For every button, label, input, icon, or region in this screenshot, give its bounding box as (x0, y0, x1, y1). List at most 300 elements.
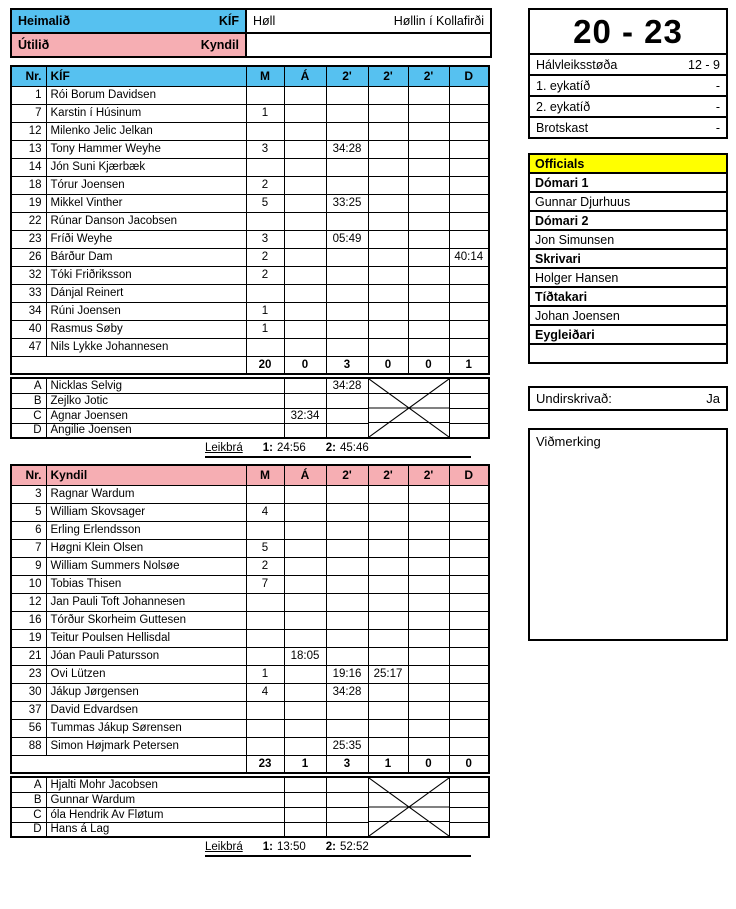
player-row (11, 212, 489, 230)
stat-cell (246, 719, 284, 737)
official-letter: B (11, 393, 46, 408)
official-role: Tíðtakari (528, 286, 728, 307)
stat-cell (449, 485, 489, 503)
home-team-row (11, 9, 491, 33)
stat-cell (246, 593, 284, 611)
stat-cell (326, 284, 368, 302)
stat-cell (284, 302, 326, 320)
stat-cell (284, 807, 326, 822)
detail-label: 1. eykatíð (536, 78, 591, 93)
stat-cell (449, 719, 489, 737)
totals-value: 0 (408, 356, 449, 374)
column-header-2min-3: 2' (408, 66, 449, 86)
official-letter: D (11, 423, 46, 438)
player-row (11, 557, 489, 575)
player-name: Nils Lykke Johannesen (46, 338, 246, 356)
player-number: 88 (11, 737, 46, 755)
leikbra-period2-time: 52:52 (339, 841, 369, 853)
stat-cell (284, 611, 326, 629)
stat-cell (326, 557, 368, 575)
official-name: Agnar Joensen (46, 408, 284, 423)
home-leikbra-line (205, 439, 471, 458)
stat-cell (246, 158, 284, 176)
stat-cell (449, 557, 489, 575)
column-header-2min-2: 2' (368, 465, 408, 485)
stat-cell (449, 629, 489, 647)
player-name: William Summers Nolsøe (46, 557, 246, 575)
stat-cell (326, 104, 368, 122)
stat-cell: 4 (246, 503, 284, 521)
stat-cell: 25:35 (326, 737, 368, 755)
stat-cell (284, 539, 326, 557)
official-role: Dómari 1 (528, 172, 728, 193)
stat-cell (368, 86, 408, 104)
player-number: 13 (11, 140, 46, 158)
player-number: 10 (11, 575, 46, 593)
stat-cell (326, 593, 368, 611)
stat-cell: 32:34 (284, 408, 326, 423)
stat-cell: 1 (246, 320, 284, 338)
home-roster-section (10, 65, 490, 458)
player-name: Tórður Skorheim Guttesen (46, 611, 246, 629)
stat-cell (449, 302, 489, 320)
player-name: Erling Erlendsson (46, 521, 246, 539)
stat-cell (326, 122, 368, 140)
leikbra-label: Leikbrá (205, 442, 243, 454)
officials-panel-title: Officials (528, 153, 728, 174)
stat-cell: 2 (246, 248, 284, 266)
roster-header-row (11, 465, 489, 485)
leikbra-period2-label: 2: (325, 442, 336, 454)
player-number: 47 (11, 338, 46, 356)
leikbra-label: Leikbrá (205, 841, 243, 853)
player-name: Simon Højmark Petersen (46, 737, 246, 755)
stat-cell (368, 176, 408, 194)
stat-cell (408, 647, 449, 665)
stat-cell (449, 104, 489, 122)
stat-cell (326, 701, 368, 719)
stat-cell (408, 176, 449, 194)
bench-official-row (11, 777, 489, 792)
player-name: Rúni Joensen (46, 302, 246, 320)
detail-value: 12 - 9 (688, 57, 720, 72)
player-name: Bárður Dam (46, 248, 246, 266)
official-person: Holger Hansen (528, 267, 728, 288)
stat-cell (408, 140, 449, 158)
away-label: Útilið (18, 38, 50, 52)
player-row (11, 737, 489, 755)
stat-cell (246, 284, 284, 302)
player-number: 34 (11, 302, 46, 320)
player-name: Teitur Poulsen Hellisdal (46, 629, 246, 647)
crossed-out-block (368, 777, 449, 837)
stat-cell (284, 378, 326, 393)
stat-cell (284, 503, 326, 521)
player-name: Ovi Lützen (46, 665, 246, 683)
stat-cell (408, 302, 449, 320)
totals-value: 3 (326, 356, 368, 374)
stat-cell (284, 104, 326, 122)
detail-value: - (715, 99, 720, 114)
player-number: 30 (11, 683, 46, 701)
official-name: Hjalti Mohr Jacobsen (46, 777, 284, 792)
stat-cell (408, 611, 449, 629)
totals-value: 20 (246, 356, 284, 374)
player-row (11, 611, 489, 629)
official-letter: D (11, 822, 46, 837)
stat-cell: 40:14 (449, 248, 489, 266)
score-detail-row (528, 95, 728, 118)
player-name: Tony Hammer Weyhe (46, 140, 246, 158)
stat-cell: 5 (246, 539, 284, 557)
stat-cell (284, 521, 326, 539)
stat-cell (284, 248, 326, 266)
stat-cell (246, 521, 284, 539)
roster-header-row (11, 66, 489, 86)
player-name: Tobias Thisen (46, 575, 246, 593)
stat-cell (326, 521, 368, 539)
stat-cell (284, 737, 326, 755)
stat-cell (368, 140, 408, 158)
stat-cell (449, 378, 489, 393)
player-row (11, 575, 489, 593)
player-number: 23 (11, 665, 46, 683)
official-person (528, 343, 728, 364)
player-name: Rúnar Danson Jacobsen (46, 212, 246, 230)
stat-cell (368, 593, 408, 611)
official-name: Gunnar Wardum (46, 792, 284, 807)
leikbra-period1-time: 24:56 (276, 442, 306, 454)
stat-cell (326, 423, 368, 438)
stat-cell (408, 86, 449, 104)
stat-cell (408, 194, 449, 212)
official-person: Johan Joensen (528, 305, 728, 326)
stat-cell (408, 701, 449, 719)
player-number: 23 (11, 230, 46, 248)
stat-cell (449, 611, 489, 629)
totals-value: 3 (326, 755, 368, 773)
stat-cell (284, 194, 326, 212)
stat-cell: 5 (246, 194, 284, 212)
totals-value: 0 (284, 356, 326, 374)
player-row (11, 665, 489, 683)
column-header-team: KÍF (46, 66, 246, 86)
home-team-name: KÍF (218, 14, 239, 28)
player-name: Ragnar Wardum (46, 485, 246, 503)
player-row (11, 230, 489, 248)
stat-cell (408, 539, 449, 557)
stat-cell (408, 320, 449, 338)
stat-cell (284, 122, 326, 140)
stat-cell (284, 792, 326, 807)
totals-value: 0 (408, 755, 449, 773)
player-number: 7 (11, 539, 46, 557)
stat-cell (449, 194, 489, 212)
stat-cell (368, 539, 408, 557)
player-name: Jón Suni Kjærbæk (46, 158, 246, 176)
stat-cell (368, 575, 408, 593)
stat-cell (449, 338, 489, 356)
stat-cell (284, 557, 326, 575)
stat-cell (284, 86, 326, 104)
player-row (11, 503, 489, 521)
column-header-2min-1: 2' (326, 465, 368, 485)
stat-cell (449, 701, 489, 719)
stat-cell: 05:49 (326, 230, 368, 248)
stat-cell (449, 647, 489, 665)
stat-cell (326, 539, 368, 557)
player-row (11, 104, 489, 122)
stat-cell (368, 212, 408, 230)
stat-cell (368, 194, 408, 212)
player-row (11, 593, 489, 611)
official-person: Jon Simunsen (528, 229, 728, 250)
stat-cell (408, 719, 449, 737)
detail-value: - (715, 78, 720, 93)
hall-name: Høllin í Kollafirði (393, 14, 484, 28)
stat-cell (449, 284, 489, 302)
stat-cell (449, 408, 489, 423)
stat-cell (408, 665, 449, 683)
stat-cell (408, 212, 449, 230)
away-team-cell (11, 33, 246, 57)
stat-cell: 34:28 (326, 378, 368, 393)
stat-cell (284, 719, 326, 737)
stat-cell (408, 485, 449, 503)
score-detail-row (528, 74, 728, 97)
player-number: 3 (11, 485, 46, 503)
stat-cell (246, 86, 284, 104)
stat-cell (449, 539, 489, 557)
player-row (11, 338, 489, 356)
stat-cell (326, 266, 368, 284)
hall-label: Høll (253, 14, 276, 28)
stat-cell (326, 629, 368, 647)
stat-cell (284, 140, 326, 158)
player-row (11, 266, 489, 284)
stat-cell (449, 320, 489, 338)
stat-cell (284, 683, 326, 701)
official-letter: B (11, 792, 46, 807)
stat-cell (408, 284, 449, 302)
stat-cell (449, 503, 489, 521)
stat-cell (449, 521, 489, 539)
player-row (11, 194, 489, 212)
stat-cell (284, 176, 326, 194)
stat-cell (284, 393, 326, 408)
player-row (11, 86, 489, 104)
leikbra-period2-label: 2: (325, 841, 336, 853)
stat-cell (368, 284, 408, 302)
stat-cell (368, 503, 408, 521)
detail-value: - (715, 120, 720, 135)
player-number: 14 (11, 158, 46, 176)
stat-cell (284, 230, 326, 248)
leikbra-period1-time: 13:50 (276, 841, 306, 853)
stat-cell: 2 (246, 266, 284, 284)
player-name: Jan Pauli Toft Johannesen (46, 593, 246, 611)
official-letter: A (11, 378, 46, 393)
away-bench-table (10, 776, 490, 838)
stat-cell (246, 737, 284, 755)
away-leikbra-line (205, 838, 471, 857)
stat-cell: 3 (246, 140, 284, 158)
stat-cell (284, 629, 326, 647)
player-name: Tummas Jákup Sørensen (46, 719, 246, 737)
match-report-left-column (10, 8, 490, 857)
hall-cell (246, 9, 491, 33)
stat-cell (284, 338, 326, 356)
stat-cell (326, 302, 368, 320)
stat-cell (284, 212, 326, 230)
stat-cell (326, 86, 368, 104)
stat-cell: 18:05 (284, 647, 326, 665)
totals-row (11, 356, 489, 374)
stat-cell (284, 423, 326, 438)
stat-cell (246, 629, 284, 647)
stat-cell (449, 212, 489, 230)
player-number: 33 (11, 284, 46, 302)
stat-cell (408, 737, 449, 755)
remarks-label: Viðmerking (536, 434, 601, 449)
stat-cell (368, 611, 408, 629)
player-number: 40 (11, 320, 46, 338)
stat-cell (326, 408, 368, 423)
player-row (11, 248, 489, 266)
player-name: Tórur Joensen (46, 176, 246, 194)
player-row (11, 158, 489, 176)
stat-cell (449, 807, 489, 822)
stat-cell (284, 284, 326, 302)
stat-cell: 33:25 (326, 194, 368, 212)
stat-cell (449, 737, 489, 755)
stat-cell (246, 701, 284, 719)
stat-cell (326, 503, 368, 521)
player-number: 12 (11, 122, 46, 140)
player-number: 37 (11, 701, 46, 719)
player-row (11, 485, 489, 503)
player-number: 7 (11, 104, 46, 122)
score-details (528, 53, 728, 139)
stat-cell (449, 575, 489, 593)
stat-cell (368, 320, 408, 338)
player-row (11, 176, 489, 194)
stat-cell (326, 777, 368, 792)
player-number: 19 (11, 194, 46, 212)
stat-cell (449, 683, 489, 701)
stat-cell (368, 338, 408, 356)
player-name: Fríði Weyhe (46, 230, 246, 248)
player-name: Karstin í Húsinum (46, 104, 246, 122)
column-header-d: D (449, 66, 489, 86)
stat-cell (246, 212, 284, 230)
stat-cell: 3 (246, 230, 284, 248)
score-detail-row (528, 53, 728, 76)
player-number: 9 (11, 557, 46, 575)
stat-cell: 34:28 (326, 140, 368, 158)
stat-cell (284, 822, 326, 837)
away-roster-section (10, 464, 490, 857)
stat-cell (326, 575, 368, 593)
home-bench-table (10, 377, 490, 439)
stat-cell (368, 104, 408, 122)
stat-cell (284, 593, 326, 611)
signature-row (528, 386, 728, 411)
signature-label: Undirskrivað: (536, 391, 612, 406)
totals-row (11, 755, 489, 773)
player-name: Milenko Jelic Jelkan (46, 122, 246, 140)
column-header-2min-2: 2' (368, 66, 408, 86)
player-number: 18 (11, 176, 46, 194)
stat-cell: 7 (246, 575, 284, 593)
official-letter: C (11, 408, 46, 423)
stat-cell (326, 176, 368, 194)
stat-cell (368, 122, 408, 140)
official-name: Nicklas Selvig (46, 378, 284, 393)
stat-cell (449, 792, 489, 807)
leikbra-period2-time: 45:46 (339, 442, 369, 454)
match-summary-panel (528, 8, 728, 641)
score-detail-row (528, 116, 728, 139)
stat-cell (408, 683, 449, 701)
column-header-2min-1: 2' (326, 66, 368, 86)
stat-cell: 25:17 (368, 665, 408, 683)
stat-cell (449, 266, 489, 284)
totals-value: 1 (284, 755, 326, 773)
home-team-cell (11, 9, 246, 33)
official-name: óla Hendrik Av Fløtum (46, 807, 284, 822)
official-person: Gunnar Djurhuus (528, 191, 728, 212)
player-number: 1 (11, 86, 46, 104)
stat-cell (449, 593, 489, 611)
player-name: Mikkel Vinther (46, 194, 246, 212)
stat-cell (368, 485, 408, 503)
player-number: 22 (11, 212, 46, 230)
column-header-nr: Nr. (11, 66, 46, 86)
player-row (11, 320, 489, 338)
stat-cell (326, 338, 368, 356)
stat-cell (368, 683, 408, 701)
column-header-a: Á (284, 66, 326, 86)
stat-cell (408, 338, 449, 356)
player-name: William Skovsager (46, 503, 246, 521)
stat-cell (449, 777, 489, 792)
away-team-name: Kyndil (200, 38, 239, 52)
stat-cell (326, 647, 368, 665)
stat-cell (368, 647, 408, 665)
stat-cell (368, 302, 408, 320)
stat-cell (326, 611, 368, 629)
player-row (11, 719, 489, 737)
stat-cell (449, 176, 489, 194)
stat-cell: 34:28 (326, 683, 368, 701)
stat-cell (326, 822, 368, 837)
player-name: Jákup Jørgensen (46, 683, 246, 701)
official-role: Skrivari (528, 248, 728, 269)
stat-cell (408, 104, 449, 122)
leikbra-period1-label: 1: (262, 442, 273, 454)
away-roster-table (10, 464, 490, 774)
detail-label: Hálvleiksstøða (536, 57, 618, 72)
official-role: Dómari 2 (528, 210, 728, 231)
player-row (11, 629, 489, 647)
totals-value: 0 (449, 755, 489, 773)
stat-cell (246, 485, 284, 503)
official-name: Zejlko Jotic (46, 393, 284, 408)
stat-cell (449, 122, 489, 140)
stat-cell (326, 393, 368, 408)
stat-cell (408, 158, 449, 176)
